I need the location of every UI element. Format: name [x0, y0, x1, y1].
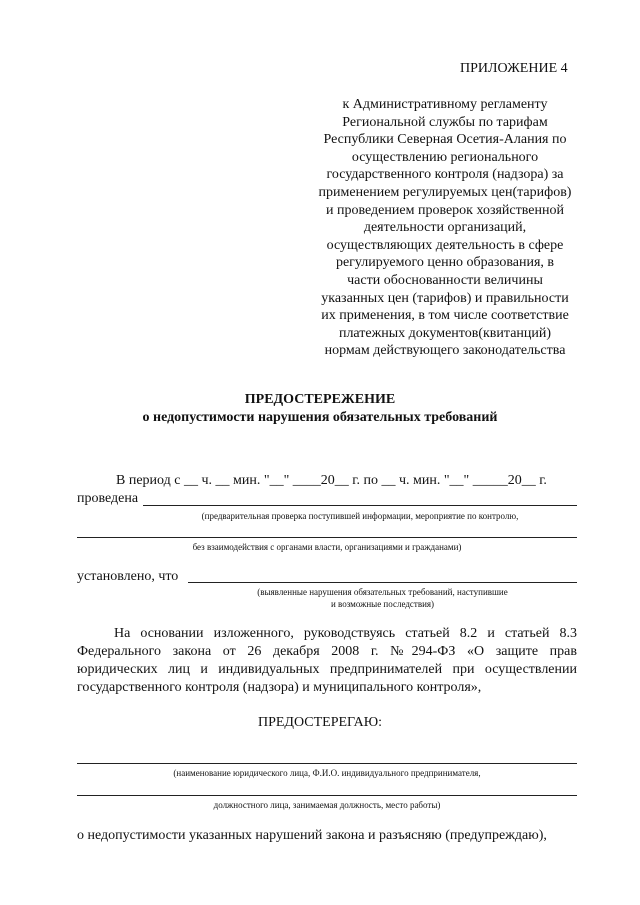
legal-basis-paragraph: [77, 625, 577, 697]
held-caption-2: без взаимодействия с органами власти, организациями и гражданами): [192, 542, 462, 552]
found-fill-line[interactable]: [188, 582, 577, 583]
basis-line: Федерального закона от 26 декабря 2008 г. №294-ФЗ «О защите прав: [77, 644, 577, 659]
appendix-line: регулируемого ценно образования, в: [335, 255, 555, 271]
name-caption-2: должностного лица, занимаемая должность, место работы): [213, 800, 441, 810]
basis-line: государственного контроля (надзора) и муниципального контроля»,: [77, 680, 482, 695]
basis-line: юридических лиц и индивидуальных предпринимателей при осуществлении: [77, 662, 577, 677]
document-subtitle: о недопустимости нарушения обязательных требований: [142, 410, 498, 425]
held-caption: (предварительная проверка поступившей информации, мероприятие по контролю,: [201, 511, 519, 521]
appendix-line: к Административному регламенту: [342, 97, 548, 112]
found-label: установлено, что: [77, 569, 179, 584]
appendix-line: осуществлению регионального: [351, 149, 539, 165]
document-title: ПРЕДОСТЕРЕЖЕНИЕ: [244, 392, 396, 407]
held-fill-line-2[interactable]: [77, 537, 577, 538]
appendix-line: Региональной службы по тарифам: [342, 114, 548, 130]
appendix-line: деятельности организаций,: [363, 220, 527, 236]
appendix-title: ПРИЛОЖЕНИЕ 4: [460, 61, 568, 76]
found-caption-1: (выявленные нарушения обязательных требований, наступившие: [257, 587, 508, 597]
appendix-reference: [300, 96, 590, 360]
period-line: В период с __ ч. __ мин. "__" ____20__ г. по __ ч. мин. "__" _____20__ г.: [116, 473, 547, 488]
found-caption-2: и возможные последствия): [330, 599, 435, 609]
name-fill-line-2[interactable]: [77, 795, 577, 796]
warn-heading: ПРЕДОСТЕРЕГАЮ:: [257, 715, 383, 730]
name-caption-1: (наименование юридического лица, Ф.И.О. индивидуального предпринимателя,: [173, 768, 481, 778]
appendix-line: нормам действующего законодательства: [324, 343, 566, 359]
held-label: проведена: [77, 491, 139, 506]
appendix-line: Республики Северная Осетия-Алания по: [323, 132, 567, 148]
appendix-line: государственного контроля (надзора) за: [326, 167, 564, 183]
held-fill-line[interactable]: [143, 505, 577, 506]
appendix-line: платежных документов(квитанций): [338, 325, 552, 341]
final-text: о недопустимости указанных нарушений закона и разъясняю (предупреждаю),: [77, 828, 547, 843]
basis-line: На основании изложенного, руководствуясь статьей 8.2 и статьей 8.3: [114, 626, 577, 641]
appendix-line: осуществляющих деятельность в сфере: [326, 237, 564, 253]
appendix-line: их применения, в том числе соответствие: [321, 308, 569, 324]
appendix-line: части обоснованности величины: [347, 272, 543, 288]
appendix-line: применением регулируемых цен(тарифов): [318, 184, 572, 200]
appendix-line: указанных цен (тарифов) и правильности: [321, 290, 569, 306]
appendix-line: и проведением проверок хозяйственной: [326, 202, 564, 218]
name-fill-line[interactable]: [77, 763, 577, 764]
